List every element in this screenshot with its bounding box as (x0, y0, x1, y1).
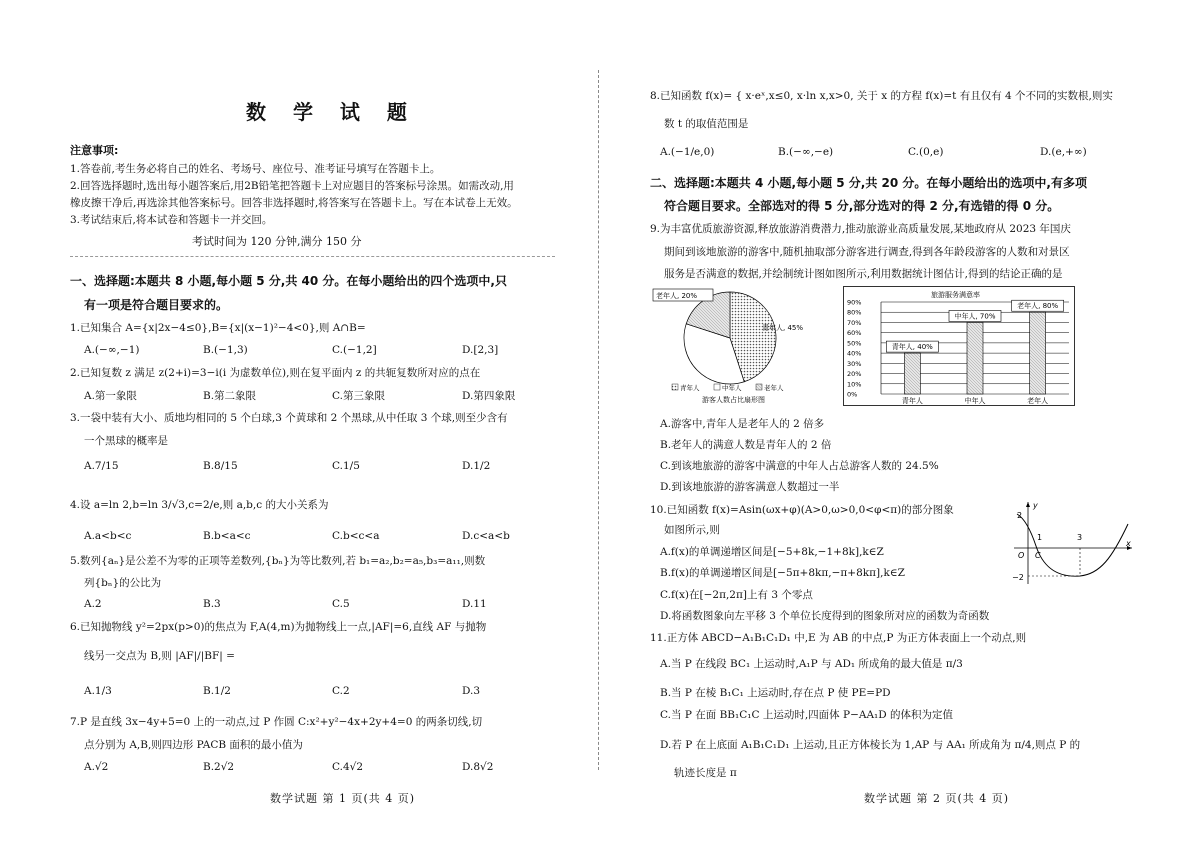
bar-category-label: 老年人 (1027, 397, 1049, 405)
bar-y-tick-label: 80% (847, 308, 862, 317)
q10-stem: 10.已知函数 f(x)=Asin(ωx+φ)(A>0,ω>0,0<φ<π)的部分图象 (650, 504, 954, 516)
q1-stem: 1.已知集合 A={x|2x−4≤0},B={x|(x−1)²−4<0},则 A∩B= (70, 322, 366, 334)
q9-stem: 9.为丰富优质旅游资源,释放旅游消费潜力,推动旅游业高质量发展,某地政府从 2023 年国庆 (650, 223, 1071, 235)
q2-option-d: D.第四象限 (462, 390, 516, 402)
pie-label-elder (653, 289, 713, 301)
origin-label: O (1018, 551, 1025, 560)
y-label: y (1033, 501, 1038, 510)
x-label: x (1126, 539, 1131, 548)
q5-option-b: B.3 (203, 598, 221, 610)
q7-option-a: A.√2 (84, 761, 109, 773)
q8-option-d: D.(e,+∞) (1040, 146, 1087, 158)
tick-1-label: 1 (1037, 533, 1043, 542)
pie-label-youth (762, 323, 803, 332)
q5-option-a: A.2 (84, 598, 102, 610)
notice-4: 3.考试结束后,将本试卷和答题卡一并交回。 (70, 214, 273, 226)
section1-heading: 一、选择题:本题共 8 小题,每小题 5 分,共 40 分。在每小题给出的四个选项中,只 (70, 274, 507, 288)
q4-option-d: D.c<a<b (462, 530, 510, 542)
q2-option-b: B.第二象限 (203, 390, 257, 402)
section2-heading: 二、选择题:本题共 4 小题,每小题 5 分,共 20 分。在每小题给出的选项中,有多项 (650, 176, 1087, 190)
bar-data-label: 青年人, 40% (891, 343, 933, 352)
pie-legend-swatch-middle (714, 384, 720, 390)
bar-y-tick-label: 70% (847, 318, 862, 327)
bar-y-tick-label: 50% (847, 339, 862, 348)
q8-option-a: A.(−1/e,0) (660, 146, 715, 158)
notice-1: 1.答卷前,考生务必将自己的姓名、考场号、座位号、准考证号填写在答题卡上。 (70, 163, 441, 175)
q3-option-b: B.8/15 (203, 460, 238, 472)
sine-graph (1008, 498, 1138, 588)
q9-option-c: C.到该地旅游的游客中满意的中年人占总游客人数的 24.5% (660, 460, 939, 472)
bar-y-tick-label: 30% (847, 359, 862, 368)
notice-3: 橡皮擦干净后,再选涂其他答案标号。回答非选择题时,将答案写在答题卡上。写在本试卷上无效。 (70, 197, 518, 209)
q3-option-d: D.1/2 (462, 460, 491, 472)
q10-option-c: C.f(x)在[−2π,2π]上有 3 个零点 (660, 589, 813, 601)
y-top-label: 2 (1017, 511, 1023, 520)
page-divider (598, 70, 599, 770)
q6-option-d: D.3 (462, 685, 481, 697)
q6-stem-cont: 线另一交点为 B,则 |AF|/|BF| = (84, 650, 235, 662)
q9-stem-3: 服务是否满意的数据,并绘制统计图如图所示,利用数据统计图估计,得到的结论正确的是 (664, 268, 1063, 280)
sine-curve (1017, 514, 1128, 576)
point-c-label: C (1035, 551, 1041, 560)
pie-legend-swatch-elder (756, 384, 762, 390)
q5-option-d: D.11 (462, 598, 487, 610)
q11-option-b: B.当 P 在棱 B₁C₁ 上运动时,存在点 P 使 PE=PD (660, 687, 891, 699)
svg-text:青年人, 45%: 青年人, 45% (762, 324, 804, 332)
bar-category-label: 青年人 (901, 397, 923, 405)
q1-option-c: C.(−1,2] (332, 344, 377, 356)
q5-option-c: C.5 (332, 598, 350, 610)
bar-data-label: 中年人, 70% (954, 312, 996, 321)
q6-stem: 6.已知抛物线 y²=2px(p>0)的焦点为 F,A(4,m)为抛物线上一点,|AF|=6,直线 AF 与抛物 (70, 621, 487, 633)
tick-3-label: 3 (1077, 533, 1083, 542)
q6-option-b: B.1/2 (203, 685, 231, 697)
bar-y-tick-label: 60% (847, 329, 862, 338)
bar-data-label: 老年人, 80% (1017, 302, 1059, 311)
bar-y-tick-label: 20% (847, 370, 862, 379)
q9-option-b: B.老年人的满意人数是青年人的 2 倍 (660, 439, 832, 451)
y-axis-arrow-icon (1026, 502, 1030, 507)
q4-option-b: B.b<a<c (203, 530, 251, 542)
q6-option-a: A.1/3 (84, 685, 112, 697)
q2-option-c: C.第三象限 (332, 390, 385, 402)
q10-option-a: A.f(x)的单调递增区间是[−5+8k,−1+8k],k∈Z (660, 546, 884, 558)
q11-option-a: A.当 P 在线段 BC₁ 上运动时,A₁P 与 AD₁ 所成角的最大值是 π/3 (660, 658, 963, 670)
q3-option-a: A.7/15 (84, 460, 119, 472)
q2-option-a: A.第一象限 (84, 390, 137, 402)
q9-stem-2: 期间到该地旅游的游客中,随机抽取部分游客进行调查,得到各年龄段游客的人数和对景区 (664, 246, 1070, 258)
q3-option-c: C.1/5 (332, 460, 360, 472)
pie-legend-swatch-youth (672, 384, 678, 390)
notice-heading: 注意事项: (70, 144, 119, 157)
q4-option-a: A.a<b<c (84, 530, 132, 542)
q3-stem-cont: 一个黑球的概率是 (84, 435, 168, 447)
pie-legend-elder: 老年人 (764, 384, 784, 392)
q5-stem: 5.数列{aₙ}是公差不为零的正项等差数列,{bₙ}为等比数列,若 b₁=a₂,b₂=a₅,b₃=a₁₁,则数 (70, 555, 486, 567)
bar-mark (967, 322, 983, 394)
q7-stem: 7.P 是直线 3x−4y+5=0 上的一动点,过 P 作圆 C:x²+y²−4x+2y+4=0 的两条切线,切 (70, 716, 483, 728)
q7-option-b: B.2√2 (203, 761, 235, 773)
pie-legend-youth: 青年人 (680, 384, 700, 392)
section1-heading-cont: 有一项是符合题目要求的。 (84, 298, 229, 312)
q11-option-d: D.若 P 在上底面 A₁B₁C₁D₁ 上运动,且正方体棱长为 1,AP 与 AA₁ 所成角为 π/4,则点 P 的 (660, 739, 1081, 751)
q1-option-d: D.[2,3] (462, 344, 499, 356)
q8-option-c: C.(0,e) (908, 146, 944, 158)
q6-option-c: C.2 (332, 685, 350, 697)
section2-heading-cont: 符合题目要求。全部选对的得 5 分,部分选对的得 2 分,有选错的得 0 分。 (664, 199, 1060, 213)
y-bottom-label: −2 (1012, 573, 1024, 582)
q5-stem-cont: 列{bₙ}的公比为 (84, 577, 162, 589)
q4-stem: 4.设 a=ln 2,b=ln 3/√3,c=2/e,则 a,b,c 的大小关系为 (70, 499, 329, 511)
pie-title: 游客人数占比扇形图 (702, 396, 765, 404)
q10-option-b: B.f(x)的单调递增区间是[−5π+8kπ,−π+8kπ],k∈Z (660, 567, 905, 579)
q8-stem: 8.已知函数 f(x)= { x·eˣ,x≤0, x·ln x,x>0, 关于 x 的方程 f(x)=t 有且仅有 4 个不同的实数根,则实 (650, 90, 1113, 102)
q9-option-d: D.到该地旅游的游客满意人数超过一半 (660, 481, 840, 493)
q11-option-d-cont: 轨迹长度是 π (674, 767, 737, 779)
svg-text:老年人, 20%: 老年人, 20% (656, 292, 698, 300)
q3-stem: 3.一袋中装有大小、质地均相同的 5 个白球,3 个黄球和 2 个黑球,从中任取 3 个球,则至少含有 (70, 412, 508, 424)
pie-chart (650, 286, 830, 406)
bar-y-tick-label: 10% (847, 380, 862, 389)
q10-option-d: D.将函数图象向左平移 3 个单位长度得到的图象所对应的函数为奇函数 (660, 610, 990, 622)
bar-title: 旅游服务满意率 (931, 291, 980, 299)
q2-stem: 2.已知复数 z 满足 z(2+i)=3−i(i 为虚数单位),则在复平面内 z 的共轭复数所对应的点在 (70, 367, 481, 379)
q9-option-a: A.游客中,青年人是老年人的 2 倍多 (660, 418, 825, 430)
notice-2: 2.回答选择题时,选出每小题答案后,用2B铅笔把答题卡上对应题目的答案标号涂黑。如需改动,用 (70, 180, 514, 192)
q1-option-b: B.(−1,3) (203, 344, 248, 356)
bar-y-tick-label: 0% (847, 390, 858, 399)
q7-option-d: D.8√2 (462, 761, 494, 773)
bar-mark (1030, 312, 1046, 394)
q4-option-c: C.b<c<a (332, 530, 380, 542)
q11-option-c: C.当 P 在面 BB₁C₁C 上运动时,四面体 P−AA₁D 的体积为定值 (660, 709, 953, 721)
q10-stem-cont: 如图所示,则 (664, 524, 720, 536)
bar-category-label: 中年人 (964, 397, 986, 405)
q11-stem: 11.正方体 ABCD−A₁B₁C₁D₁ 中,E 为 AB 的中点,P 为正方体表面上一个动点,则 (650, 632, 1027, 644)
page-title: 数 学 试 题 (246, 100, 417, 124)
pie-legend-middle: 中年人 (722, 384, 742, 392)
q8-option-b: B.(−∞,−e) (778, 146, 834, 158)
q7-option-c: C.4√2 (332, 761, 364, 773)
q8-stem-cont: 数 t 的取值范围是 (664, 118, 749, 130)
page-2-footer: 数学试题 第 2 页(共 4 页) (864, 792, 1010, 805)
bar-mark (904, 353, 920, 394)
bar-y-tick-label: 40% (847, 349, 862, 358)
q1-option-a: A.(−∞,−1) (84, 344, 140, 356)
exam-info: 考试时间为 120 分钟,满分 150 分 (192, 235, 362, 248)
bar-chart (843, 286, 1075, 406)
separator (70, 256, 555, 257)
bar-y-tick-label: 90% (847, 298, 862, 307)
q7-stem-cont: 点分别为 A,B,则四边形 PACB 面积的最小值为 (84, 739, 303, 751)
page-1-footer: 数学试题 第 1 页(共 4 页) (270, 792, 416, 805)
